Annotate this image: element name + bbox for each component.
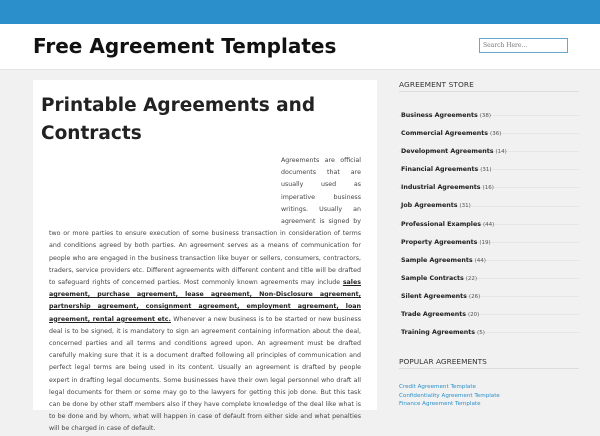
article-text-intro: Agreements are official documents that are usually used as imperative business writings. Usually an agreement is signed by two or more parties to ensure execution of some business transaction in consideration of terms and conditions agreed by both parties. An agreement serves as a means of communication for people who are engaged in the business transaction like buyer or sellers, consumers, contractors, traders, service providers etc. Different agreements with different content and title will be drafted to safeguard rights of concerned parties. Most commonly known agreements may include xyxy=(49,157,361,287)
store-link-industrial[interactable]: Industrial Agreements xyxy=(401,184,481,192)
list-item xyxy=(399,98,579,119)
agreement-store-list xyxy=(399,98,579,337)
store-link-silent[interactable]: Silent Agreements xyxy=(401,292,467,300)
store-link-commercial[interactable]: Commercial Agreements xyxy=(401,130,489,138)
list-item xyxy=(399,373,579,391)
agreement-types-link[interactable]: sales agreement, purchase agreement, lease agreement, Non-Disclosure agreement, partnership agreement, consignment agreement, employment agreement, loan agreement, rental agreement etc. xyxy=(49,279,361,323)
item-count: (5) xyxy=(477,330,485,337)
store-link-sample-agreements[interactable]: Sample Agreements xyxy=(401,256,473,264)
item-count: (31) xyxy=(480,167,492,174)
item-count: (14) xyxy=(495,149,507,156)
item-count: (44) xyxy=(474,257,486,264)
store-link-professional[interactable]: Professional Examples xyxy=(401,220,481,228)
store-link-business[interactable]: Business Agreements xyxy=(401,112,478,119)
item-count: (26) xyxy=(468,293,481,300)
main-content xyxy=(33,80,377,433)
store-link-trade[interactable]: Trade Agreements xyxy=(401,311,467,319)
article-body xyxy=(49,155,361,436)
store-link-development[interactable]: Development Agreements xyxy=(401,148,494,156)
popular-link-confidentiality[interactable]: Confidentiality Agreement Template xyxy=(399,392,500,399)
popular-list xyxy=(399,373,579,408)
top-accent-stripe xyxy=(0,0,600,24)
agreement-store-heading: AGREEMENT STORE xyxy=(399,80,579,92)
item-count: (16) xyxy=(482,185,494,192)
list-item xyxy=(399,382,579,399)
page-title: Printable Agreements and Contracts xyxy=(41,95,316,144)
item-count: (19) xyxy=(479,239,491,246)
store-link-sample-contracts[interactable]: Sample Contracts xyxy=(401,274,464,282)
item-count: (20) xyxy=(468,312,480,319)
store-link-financial[interactable]: Financial Agreements xyxy=(401,166,479,174)
item-count: (22) xyxy=(465,275,478,282)
site-header xyxy=(0,24,600,70)
item-count: (31) xyxy=(459,203,471,210)
search-input[interactable] xyxy=(479,38,568,53)
popular-agreements xyxy=(399,357,579,408)
store-link-property[interactable]: Property Agreements xyxy=(401,238,478,246)
item-count: (38) xyxy=(479,113,492,119)
sidebar xyxy=(399,80,579,408)
popular-agreements-heading: POPULAR AGREEMENTS xyxy=(399,357,579,369)
item-count: (36) xyxy=(490,131,502,138)
ad-placeholder xyxy=(49,155,281,217)
item-count: (44) xyxy=(482,221,495,228)
article-text-rest: Whenever a new business is to be started or new business deal is to be signed, it is mandatory to sign an agreement containing information about the deal, concerned parties and all terms and conditions agreed upon. An agreement must be drafted carefully making sure that it is a document drafted following all principles of communication and perfect legal terms are being used in its content. Usually an agreement is drafted by people expert in drafting legal documents. Some businesses have their own legal personnel who draft all legal documents for them or some may go to the lawyers for getting this job done. But this task can be done by other staff members also if they have complete knowledge of the deal like what is to be done and by whom, what will happen in case of default from either side and what penalties will be charged in case of default. xyxy=(49,315,361,433)
store-link-job[interactable]: Job Agreements xyxy=(401,202,458,210)
site-title[interactable]: Free Agreement Templates xyxy=(33,34,337,58)
popular-link-credit[interactable]: Credit Agreement Template xyxy=(399,384,476,391)
popular-link-finance[interactable]: Finance Agreement Template xyxy=(399,401,481,408)
store-link-training[interactable]: Training Agreements xyxy=(401,329,476,337)
